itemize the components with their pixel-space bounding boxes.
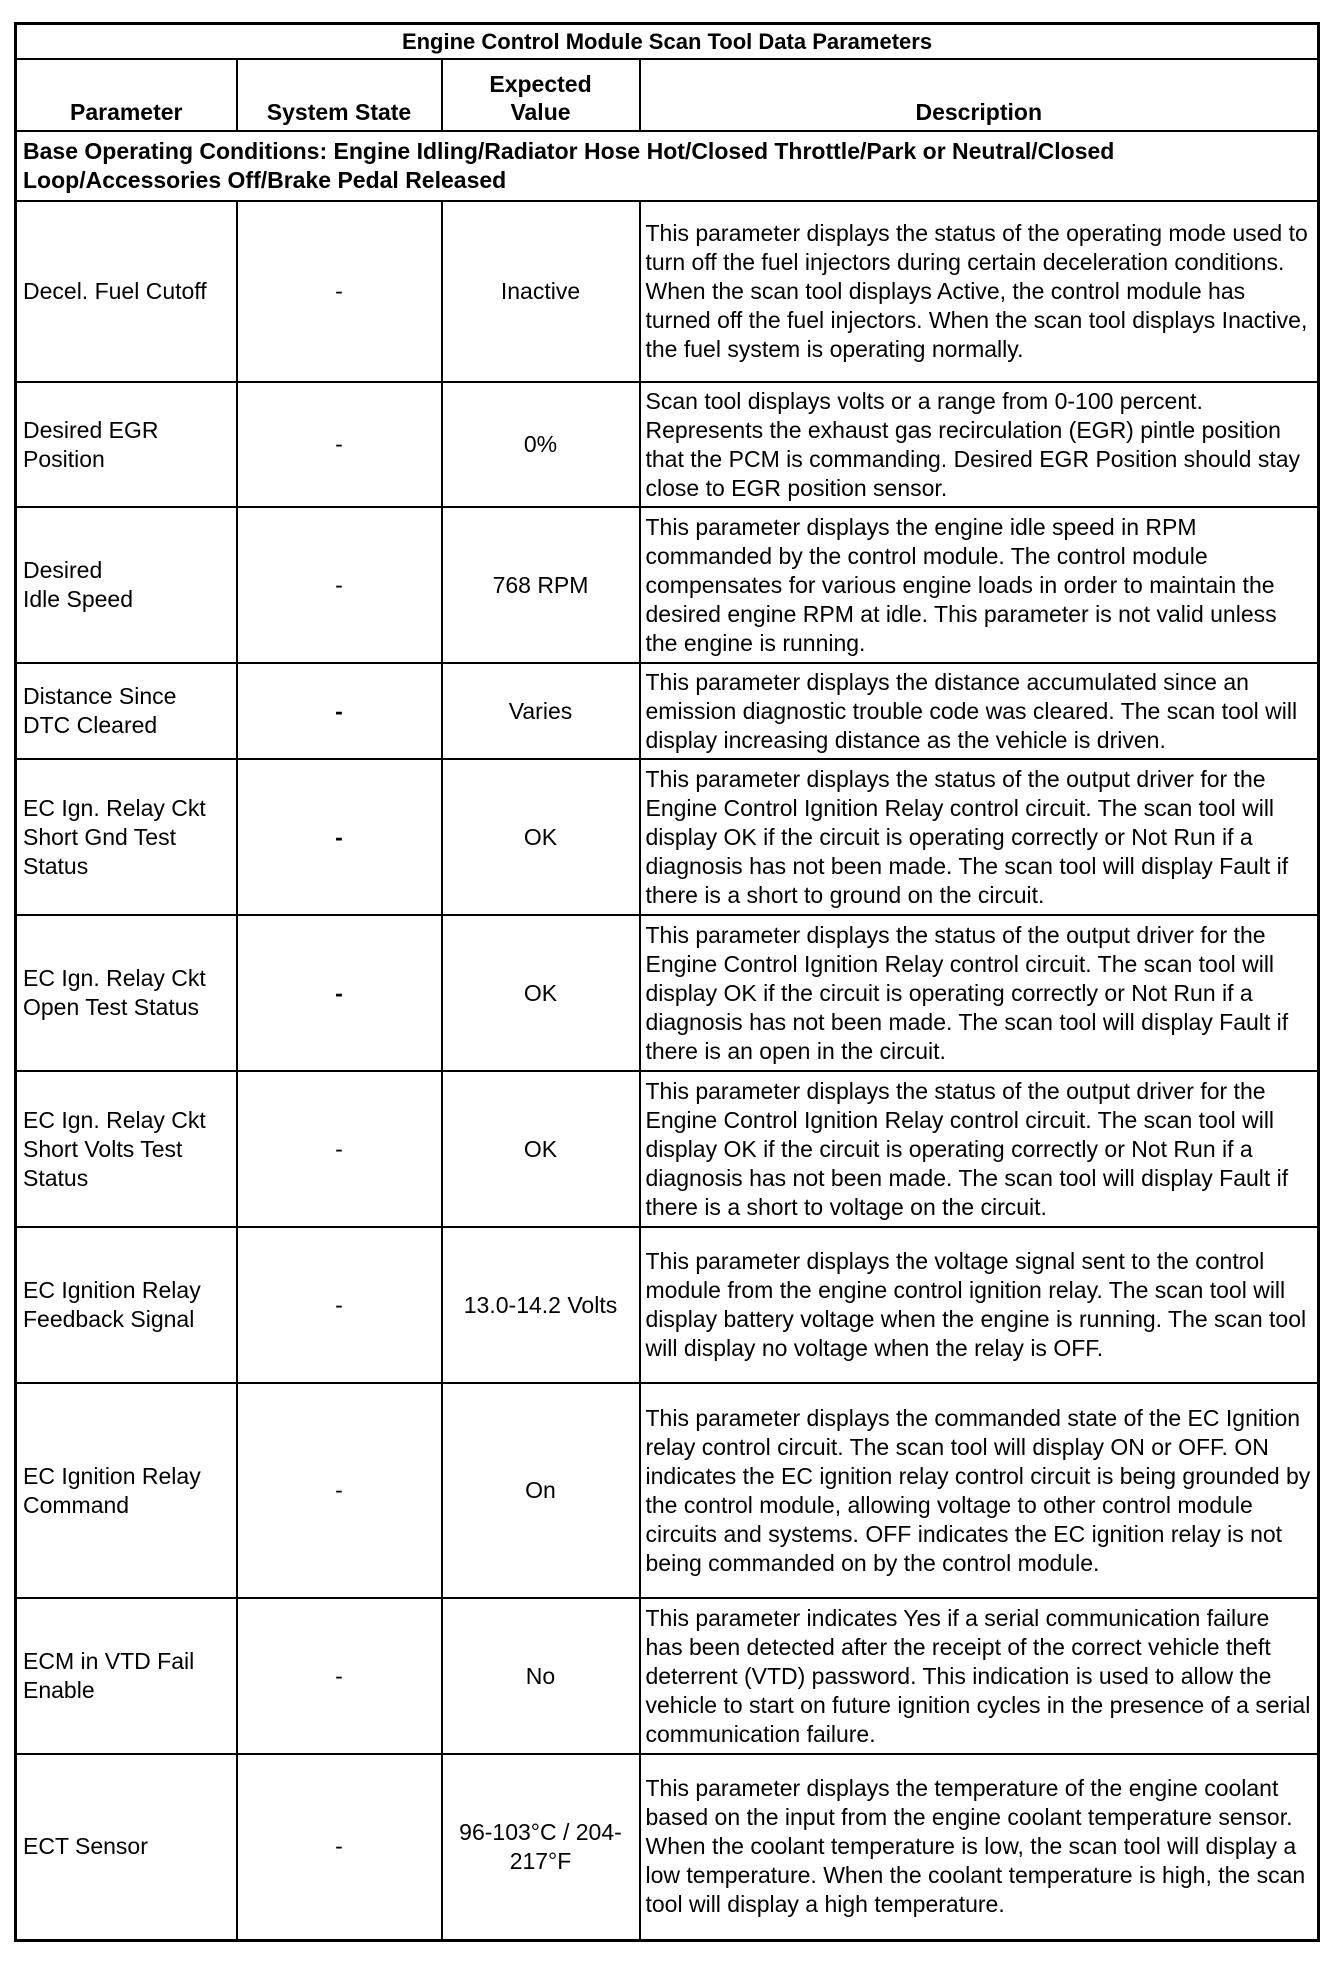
parameter-cell: EC Ign. Relay Ckt Short Gnd Test Status [16,759,237,915]
parameter-cell: EC Ign. Relay Ckt Open Test Status [16,915,237,1071]
scan-tool-data-table [14,22,1320,1942]
table-row [16,1227,1319,1383]
parameter-cell: Desired Idle Speed [16,507,237,663]
system-state-cell: - [237,382,442,507]
parameter-cell: Decel. Fuel Cutoff [16,201,237,382]
parameter-cell: Distance Since DTC Cleared [16,663,237,759]
system-state-cell: - [237,663,442,759]
system-state-cell: - [237,1754,442,1940]
expected-value-cell: No [442,1598,640,1754]
description-cell: This parameter displays the temperature of the engine coolant based on the input from the engine coolant temperature sensor. When the coolant temperature is low, the scan tool will display a low temperature. When the coolant temperature is high, the scan tool will display a high temperature. [640,1754,1319,1940]
header-row [16,59,1319,131]
header-system-state: System State [237,59,442,131]
title-row [16,24,1319,60]
system-state-cell: - [237,1227,442,1383]
base-conditions-row [16,131,1319,201]
table-row [16,663,1319,759]
system-state-cell: - [237,507,442,663]
expected-value-cell: 768 RPM [442,507,640,663]
table-row [16,1754,1319,1940]
description-cell: This parameter indicates Yes if a serial communication failure has been detected after the receipt of the correct vehicle theft deterrent (VTD) password. This indication is used to allow the vehicle to start on future ignition cycles in the presence of a serial communication failure. [640,1598,1319,1754]
parameter-cell: Desired EGR Position [16,382,237,507]
description-cell: This parameter displays the status of the output driver for the Engine Control Ignition Relay control circuit. The scan tool will display OK if the circuit is operating correctly or Not Run if a diagnosis has not been made. The scan tool will display Fault if there is an open in the circuit. [640,915,1319,1071]
table-row [16,507,1319,663]
table-row [16,382,1319,507]
table-row [16,759,1319,915]
table-row [16,1383,1319,1598]
parameter-cell: ECT Sensor [16,1754,237,1940]
header-expected-value: Expected Value [442,59,640,131]
description-cell: This parameter displays the status of the operating mode used to turn off the fuel injectors during certain deceleration conditions. When the scan tool displays Active, the control module has turned off the fuel injectors. When the scan tool displays Inactive, the fuel system is operating normally. [640,201,1319,382]
system-state-cell: - [237,1383,442,1598]
system-state-cell: - [237,201,442,382]
description-cell: This parameter displays the commanded state of the EC Ignition relay control circuit. The scan tool will display ON or OFF. ON indicates the EC ignition relay control circuit is being grounded by the control module, allowing voltage to other control module circuits and systems. OFF indicates the EC ignition relay is not being commanded on by the control module. [640,1383,1319,1598]
table-row [16,201,1319,382]
expected-value-cell: OK [442,1071,640,1227]
expected-value-cell: 13.0-14.2 Volts [442,1227,640,1383]
system-state-cell: - [237,915,442,1071]
description-cell: Scan tool displays volts or a range from 0-100 percent. Represents the exhaust gas recirculation (EGR) pintle position that the PCM is commanding. Desired EGR Position should stay close to EGR position sensor. [640,382,1319,507]
parameter-cell: ECM in VTD Fail Enable [16,1598,237,1754]
table-row [16,1598,1319,1754]
expected-value-cell: 0% [442,382,640,507]
system-state-cell: - [237,1598,442,1754]
base-conditions: Base Operating Conditions: Engine Idling/Radiator Hose Hot/Closed Throttle/Park or Neutral/Closed Loop/Accessories Off/Brake Pedal Released [16,131,1319,201]
parameter-cell: EC Ign. Relay Ckt Short Volts Test Status [16,1071,237,1227]
table-title: Engine Control Module Scan Tool Data Parameters [16,24,1319,60]
description-cell: This parameter displays the voltage signal sent to the control module from the engine control ignition relay. The scan tool will display battery voltage when the engine is running. The scan tool will display no voltage when the relay is OFF. [640,1227,1319,1383]
expected-value-cell: Inactive [442,201,640,382]
expected-value-cell: Varies [442,663,640,759]
document [14,22,1317,1942]
system-state-cell: - [237,759,442,915]
header-description: Description [640,59,1319,131]
description-cell: This parameter displays the engine idle speed in RPM commanded by the control module. The control module compensates for various engine loads in order to maintain the desired engine RPM at idle. This parameter is not valid unless the engine is running. [640,507,1319,663]
expected-value-cell: OK [442,915,640,1071]
expected-value-cell: On [442,1383,640,1598]
parameter-cell: EC Ignition Relay Command [16,1383,237,1598]
table-row [16,915,1319,1071]
parameter-cell: EC Ignition Relay Feedback Signal [16,1227,237,1383]
header-parameter: Parameter [16,59,237,131]
description-cell: This parameter displays the status of the output driver for the Engine Control Ignition Relay control circuit. The scan tool will display OK if the circuit is operating correctly or Not Run if a diagnosis has not been made. The scan tool will display Fault if there is a short to voltage on the circuit. [640,1071,1319,1227]
description-cell: This parameter displays the status of the output driver for the Engine Control Ignition Relay control circuit. The scan tool will display OK if the circuit is operating correctly or Not Run if a diagnosis has not been made. The scan tool will display Fault if there is a short to ground on the circuit. [640,759,1319,915]
system-state-cell: - [237,1071,442,1227]
table-row [16,1071,1319,1227]
expected-value-cell: 96-103°C / 204-217°F [442,1754,640,1940]
description-cell: This parameter displays the distance accumulated since an emission diagnostic trouble code was cleared. The scan tool will display increasing distance as the vehicle is driven. [640,663,1319,759]
expected-value-cell: OK [442,759,640,915]
